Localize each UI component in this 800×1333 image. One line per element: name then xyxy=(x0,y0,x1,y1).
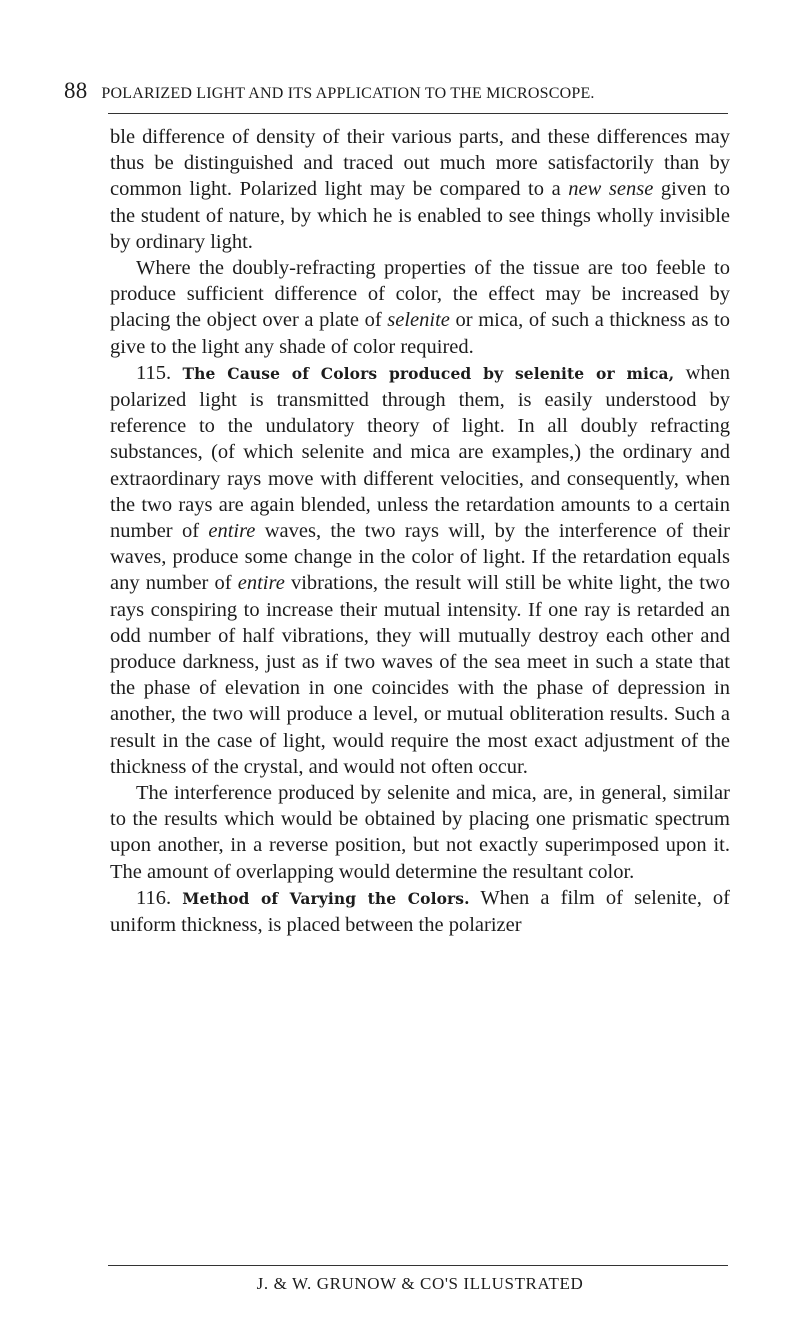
section-116 xyxy=(110,885,730,938)
section-115 xyxy=(110,360,730,780)
italic-phrase: entire xyxy=(237,572,285,595)
running-head xyxy=(64,78,724,104)
text-run: When a film of selenite, of uniform thickness, is placed between the polarizer xyxy=(110,886,731,937)
text-run: waves, the two rays will, by the interference of their waves, produce some change in the color of light. If the retardation equals any number of xyxy=(110,520,730,595)
paragraph-continued xyxy=(110,124,730,255)
section-heading: Method of Varying the Colors. xyxy=(182,888,470,908)
italic-phrase: entire xyxy=(208,520,256,543)
section-number: 116. xyxy=(136,886,172,909)
italic-phrase: selenite xyxy=(387,309,450,332)
text-run: when polarized light is transmitted through them, is easily understood by reference to the undulatory theory of light. In all doubly refracting substances, (of which selenite and mica are examples,) the ordinary and extraordinary rays move with different velocities, and consequently, when the two rays are again blended, unless the retardation amounts to a certain number of xyxy=(110,361,731,543)
body-text xyxy=(110,124,730,938)
text-run: given to the student of nature, by which he is enabled to see things wholly invisible by ordinary light. xyxy=(110,178,730,253)
header-divider xyxy=(108,113,728,114)
italic-phrase: new sense xyxy=(568,178,654,201)
chapter-title: POLARIZED LIGHT AND ITS APPLICATION TO THE MICROSCOPE. xyxy=(101,85,595,102)
text-run: or mica, of such a thickness as to give to the light any shade of color required. xyxy=(110,309,730,358)
text-run: vibrations, the result will still be white light, the two rays conspiring to increase their mutual intensity. If one ray is retarded an odd number of half vibrations, they will mutually destroy each other and produce darkness, just as if two waves of the sea meet in such a state that the phase of elevation in one coincides with the phase of depression in another, the two will produce a level, or mutual obliteration results. Such a result in the case of light, would require the most exact adjustment of the thickness of the crystal, and would not often occur. xyxy=(110,572,730,778)
text-run: ble difference of density of their various parts, and these differences may thus be distinguished and traced out much more satisfactorily than by common light. Polarized light may be compared to a xyxy=(110,126,730,201)
text-run: Where the doubly-refracting properties of the tissue are too feeble to produce sufficient difference of color, the effect may be increased by placing the object over a plate of xyxy=(110,257,730,332)
paragraph-interference: The interference produced by selenite and mica, are, in general, similar to the results which would be obtained by placing one prismatic spectrum upon another, in a reverse position, but not exactly superimposed upon it. The amount of overlapping would determine the resultant color. xyxy=(110,782,730,883)
section-number: 115. xyxy=(136,361,172,384)
footer-divider xyxy=(108,1265,728,1266)
page-number: 88 xyxy=(64,78,88,103)
paragraph-selenite xyxy=(110,255,730,360)
section-heading: The Cause of Colors produced by selenite or mica, xyxy=(182,363,675,383)
footer-imprint: J. & W. GRUNOW & CO'S ILLUSTRATED xyxy=(256,1274,584,1293)
